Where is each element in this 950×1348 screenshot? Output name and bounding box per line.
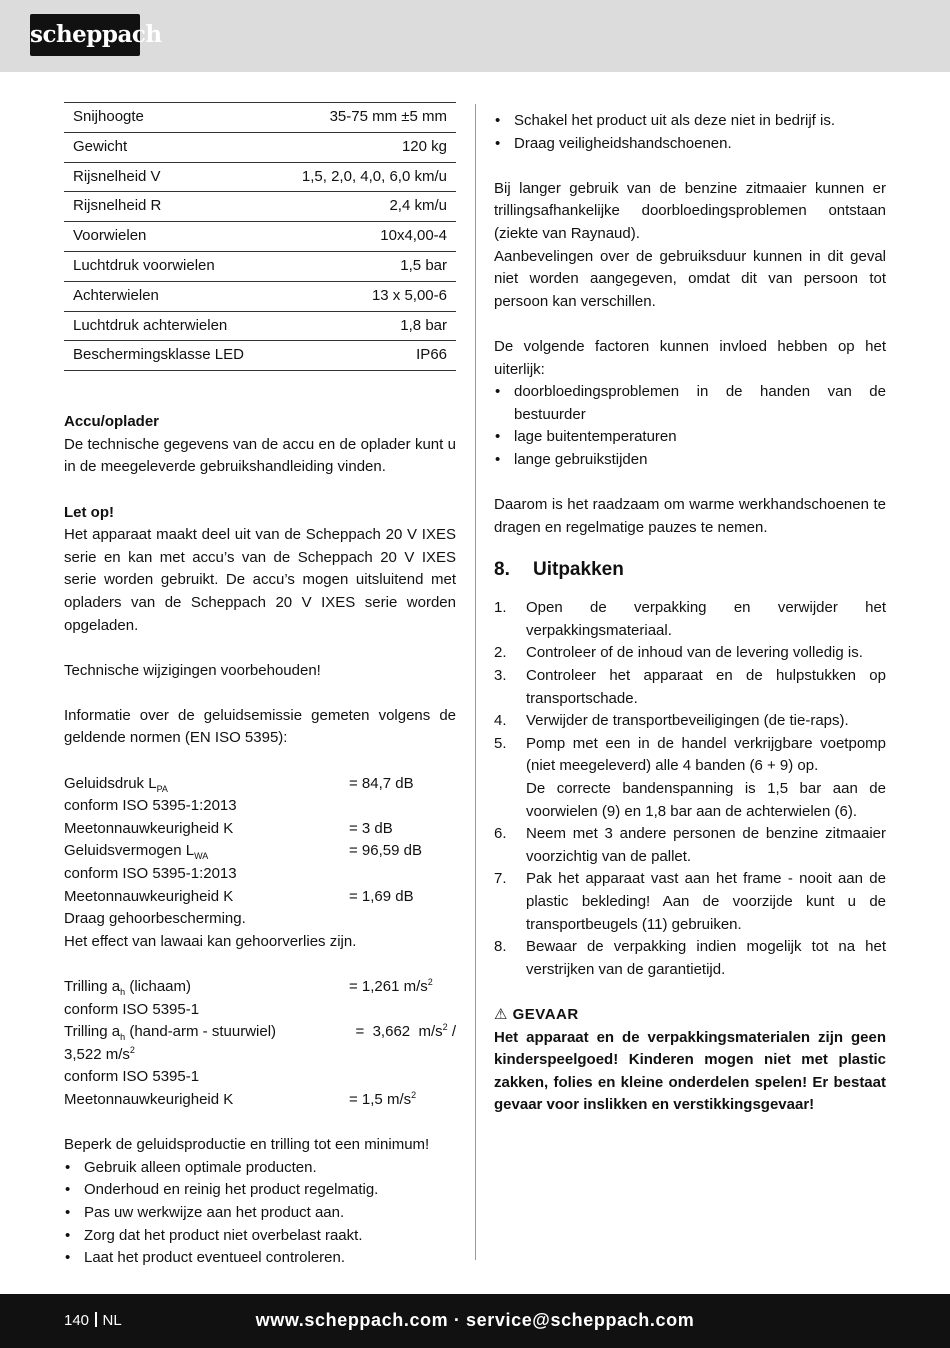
step-number: 3. <box>494 667 507 685</box>
accu-text: De technische gegevens van de accu en de oplader kunt u in de meegeleverde gebruikshandleiding vinden. <box>64 435 456 476</box>
spec-label: Rijsnelheid R <box>64 192 274 222</box>
sound-pressure-row: Geluidsdruk $L_{PA}$ = 84,7 dB <box>64 774 414 794</box>
table-row <box>64 192 456 222</box>
step-number: 5. <box>494 734 507 752</box>
table-row <box>64 341 456 371</box>
list-item: • Onderhoud en reinig het product regelmatig. <box>64 1179 456 1202</box>
vibration-hand-row: Trilling $a_h$ (hand-arm - stuurwiel) = 3,662 $m/s^2$ / <box>64 1022 456 1043</box>
list-item <box>494 778 886 823</box>
vibration-uncertainty-row: Meetonnauwkeurigheid K = 1,5 $m/s^2$ <box>64 1089 417 1108</box>
vibration-hand-value-2: 3,522 $m/s^2$ <box>64 1044 135 1063</box>
spec-label: Gewicht <box>64 132 274 162</box>
list-item: • lange gebruikstijden <box>494 449 886 472</box>
list-item <box>494 710 886 733</box>
table-row <box>64 281 456 311</box>
noise-intro: Informatie over de geluidsemissie gemeten volgens de geldende normen (EN ISO 5395): <box>64 706 456 747</box>
list-item: • doorbloedingsproblemen in de handen van de bestuurder <box>494 381 886 426</box>
step-text: Open de verpakking en verwijder het verpakkingsmateriaal. <box>526 599 886 639</box>
section-heading: 8. Uitpakken <box>494 559 624 581</box>
vibration-block <box>64 976 456 1112</box>
list-item: • Zorg dat het product niet overbelast raakt. <box>64 1225 456 1248</box>
list-item: • Gebruik alleen optimale producten. <box>64 1157 456 1180</box>
spec-value: 1,5 bar <box>274 251 456 281</box>
left-column <box>64 102 456 1270</box>
right-column <box>494 110 886 1117</box>
list-item: • Pas uw werkwijze aan het product aan. <box>64 1202 456 1225</box>
vibration-conform-1: conform ISO 5395-1 <box>64 1000 200 1018</box>
spec-value: 1,5, 2,0, 4,0, 6,0 km/u <box>274 162 456 192</box>
spec-value: 35-75 mm ±5 mm <box>274 103 456 133</box>
list-item <box>494 936 886 981</box>
recommend-text: Aanbevelingen over de gebruiksduur kunnen in dit geval niet worden aangegeven, omdat dit van persoon tot persoon kan verschillen. <box>494 247 886 310</box>
warning-text: Het apparaat en de verpakkingsmaterialen zijn geen kinderspeelgoed! Kinderen mogen niet met plastic zakken, folies en kleine onderdelen spelen! Er bestaat gevaar voor inslikken en verstikkingsgevaar! <box>494 1028 886 1114</box>
step-text: Pomp met een in de handel verkrijgbare voetpomp (niet meegeleverd) alle 4 banden (6 + 9) op. <box>526 734 886 775</box>
table-row <box>64 311 456 341</box>
step-number: 7. <box>494 870 507 888</box>
list-item: • Laat het product eventueel controleren. <box>64 1247 456 1270</box>
step-number: 1. <box>494 599 507 617</box>
spec-label: Snijhoogte <box>64 103 274 133</box>
spec-label: Luchtdruk achterwielen <box>64 311 274 341</box>
letop-heading: Let op! <box>64 503 114 521</box>
factors-intro: De volgende factoren kunnen invloed hebben op het uiterlijk: <box>494 337 886 378</box>
table-row <box>64 132 456 162</box>
vibration-body-row: Trilling $a_h$ (lichaam) = 1,261 $m/s^2$ <box>64 977 433 998</box>
step-text: Controleer het apparaat en de hulpstukken op transportschade. <box>526 667 886 707</box>
spec-label: Voorwielen <box>64 222 274 252</box>
column-divider <box>475 104 476 1260</box>
list-item: • Schakel het product uit als deze niet in bedrijf is. <box>494 110 886 133</box>
step-number: 4. <box>494 712 507 730</box>
list-item: • Draag veiligheidshandschoenen. <box>494 133 886 156</box>
spec-value: 2,4 km/u <box>274 192 456 222</box>
noise-conform-1: conform ISO 5395-1:2013 <box>64 797 237 815</box>
list-item <box>494 868 886 936</box>
list-item <box>494 642 886 665</box>
spec-label: Beschermingsklasse LED <box>64 341 274 371</box>
spec-label: Achterwielen <box>64 281 274 311</box>
footer-bar <box>0 1294 950 1348</box>
table-row <box>64 222 456 252</box>
header-bar <box>0 0 950 72</box>
step-text: Bewaar de verpakking indien mogelijk tot na het verstrijken van de garantietijd. <box>526 938 886 978</box>
noise-block <box>64 773 456 954</box>
step-number: 8. <box>494 938 507 956</box>
spec-table <box>64 102 456 371</box>
changes-notice: Technische wijzigingen voorbehouden! <box>64 661 321 679</box>
spec-value: 10x4,00-4 <box>274 222 456 252</box>
step-number: 6. <box>494 825 507 843</box>
noise-uncertainty-row-2: Meetonnauwkeurigheid K = 1,69 dB <box>64 887 414 905</box>
step-text: Pak het apparaat vast aan het frame - nooit aan de plastic bekleding! Aan de voorzijde kunt u de transportbeugels (11) gebruiken. <box>526 870 886 933</box>
step-text: De correcte bandenspanning is 1,5 bar aan de voorwielen (9) en 1,8 bar aan de achterwielen (6). <box>526 780 886 820</box>
unpack-steps <box>494 597 886 981</box>
step-number: 2. <box>494 644 507 662</box>
list-item <box>494 597 886 642</box>
step-number <box>494 778 526 823</box>
list-item: • lage buitentemperaturen <box>494 426 886 449</box>
scheppach-logo: scheppach <box>30 14 140 56</box>
sound-power-row: Geluidsvermogen $L_{WA}$ = 96,59 dB <box>64 842 422 862</box>
step-text: Neem met 3 andere personen de benzine zitmaaier voorzichtig van de pallet. <box>526 825 886 865</box>
step-text: Controleer of de inhoud van de levering volledig is. <box>526 644 863 662</box>
list-item <box>494 823 886 868</box>
page-number: 140 NL <box>64 1312 122 1329</box>
raynaud-text: Bij langer gebruik van de benzine zitmaaier kunnen er trillingsafhankelijke doorbloedingsproblemen ontstaan (ziekte van Raynaud). <box>494 179 886 242</box>
spec-label: Rijsnelheid V <box>64 162 274 192</box>
list-item <box>494 733 886 778</box>
factors-list <box>494 381 886 471</box>
hearing-protection: Draag gehoorbescherming. <box>64 910 246 928</box>
spec-value: 120 kg <box>274 132 456 162</box>
limit-heading: Beperk de geluidsproductie en trilling tot een minimum! <box>64 1136 430 1154</box>
footer-website[interactable]: www.scheppach.com · service@scheppach.com <box>255 1310 695 1330</box>
table-row <box>64 162 456 192</box>
letop-text: Het apparaat maakt deel uit van de Scheppach 20 V IXES serie en kan met accu’s van de Scheppach 20 V IXES serie worden gebruikt. De accu’s mogen uitsluitend met opladers van de Scheppach 20 V IXES serie worden opgeladen. <box>64 526 456 634</box>
table-row <box>64 251 456 281</box>
spec-value: 13 x 5,00-6 <box>274 281 456 311</box>
gloves-text: Daarom is het raadzaam om warme werkhandschoenen te dragen en regelmatige pauzes te nemen. <box>494 496 886 536</box>
spec-label: Luchtdruk voorwielen <box>64 251 274 281</box>
noise-conform-2: conform ISO 5395-1:2013 <box>64 865 237 883</box>
hearing-loss-note: Het effect van lawaai kan gehoorverlies zijn. <box>64 932 357 950</box>
limit-bullet-list <box>64 1157 456 1270</box>
spec-value: 1,8 bar <box>274 311 456 341</box>
warning-triangle-icon: ⚠ <box>494 1005 508 1023</box>
table-row <box>64 103 456 133</box>
spec-value: IP66 <box>274 341 456 371</box>
step-text: Verwijder de transportbeveiligingen (de tie-raps). <box>526 712 849 730</box>
noise-uncertainty-row-1: Meetonnauwkeurigheid K = 3 dB <box>64 819 393 837</box>
list-item <box>494 665 886 710</box>
vibration-conform-2: conform ISO 5395-1 <box>64 1068 200 1086</box>
accu-heading: Accu/oplader <box>64 413 160 431</box>
top-bullet-list <box>494 110 886 155</box>
warning-title: ⚠ GEVAAR <box>494 1005 579 1023</box>
